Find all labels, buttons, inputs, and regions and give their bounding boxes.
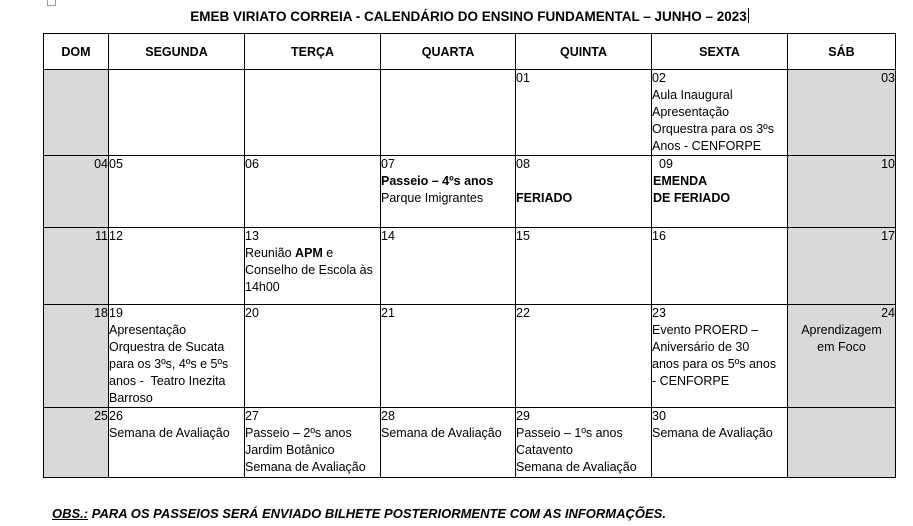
event-text: Orquestra de Sucata — [109, 340, 225, 354]
event-text: Aprendizagem — [801, 323, 882, 337]
day-cell — [44, 70, 109, 156]
day-number: 12 — [109, 229, 123, 243]
holiday-label: DE FERIADO — [653, 191, 731, 205]
document-corner-marker — [47, 0, 56, 6]
day-cell — [381, 70, 516, 156]
day-number: 15 — [516, 229, 530, 243]
day-cell — [381, 305, 516, 408]
day-cell — [245, 70, 381, 156]
header-dom: DOM — [44, 34, 109, 70]
calendar-table — [43, 33, 896, 478]
week-row-4 — [44, 305, 896, 408]
footer-note — [52, 506, 666, 521]
event-text: em Foco — [817, 340, 866, 354]
holiday-label: FERIADO — [516, 191, 573, 205]
day-number: 20 — [245, 306, 259, 320]
event-text: anos para os 5ºs anos — [652, 357, 777, 371]
day-number: 03 — [881, 71, 895, 85]
day-cell — [652, 228, 788, 305]
day-cell — [516, 408, 652, 478]
week-row-2 — [44, 156, 896, 228]
day-cell — [109, 70, 245, 156]
header-terca: TERÇA — [245, 34, 381, 70]
day-cell — [245, 305, 381, 408]
day-number: 10 — [881, 157, 895, 171]
day-number: 14 — [381, 229, 395, 243]
day-number: 26 — [109, 409, 123, 423]
event-text: Jardim Botânico — [245, 443, 335, 457]
day-cell — [516, 228, 652, 305]
event-text — [245, 245, 380, 262]
event-text: anos - Teatro Inezita — [109, 374, 226, 388]
event-text: Parque Imigrantes — [381, 191, 484, 205]
day-cell — [788, 228, 896, 305]
day-number: 17 — [881, 229, 895, 243]
event-text: Passeio – 4ºs anos — [381, 174, 494, 188]
event-text: Semana de Avaliação — [245, 460, 366, 474]
event-text: Catavento — [516, 443, 573, 457]
day-cell — [652, 70, 788, 156]
header-quinta: QUINTA — [516, 34, 652, 70]
week-row-5 — [44, 408, 896, 478]
header-sexta: SEXTA — [652, 34, 788, 70]
day-number: 08 — [516, 157, 530, 171]
day-number: 22 — [516, 306, 530, 320]
header-segunda: SEGUNDA — [109, 34, 245, 70]
holiday-label: EMENDA — [653, 174, 708, 188]
event-text: Semana de Avaliação — [109, 426, 230, 440]
event-text: Conselho de Escola às — [245, 263, 373, 277]
event-text: Passeio – 2ºs anos — [245, 426, 352, 440]
day-number: 23 — [652, 306, 666, 320]
event-text: Aniversário de 30 — [652, 340, 750, 354]
day-number: 24 — [881, 306, 895, 320]
day-number: 18 — [94, 306, 108, 320]
day-number: 27 — [245, 409, 259, 423]
event-text: para os 3ºs, 4ºs e 5ºs — [109, 357, 229, 371]
day-cell — [516, 70, 652, 156]
day-number: 30 — [652, 409, 666, 423]
day-number: 09 — [659, 157, 673, 171]
event-text: Apresentação — [652, 105, 730, 119]
day-number: 29 — [516, 409, 530, 423]
day-cell — [516, 156, 652, 228]
event-text: Evento PROERD – — [652, 323, 759, 337]
event-text: Barroso — [109, 391, 153, 405]
event-text-part: Reunião — [245, 246, 296, 260]
day-cell — [109, 228, 245, 305]
day-cell — [788, 305, 896, 408]
day-cell — [788, 408, 896, 478]
event-text: Passeio – 1ºs anos — [516, 426, 623, 440]
day-cell — [245, 408, 381, 478]
day-cell — [109, 156, 245, 228]
spacer — [516, 173, 651, 190]
day-cell — [652, 156, 788, 228]
day-number: 21 — [381, 306, 395, 320]
day-cell — [44, 408, 109, 478]
day-cell — [788, 70, 896, 156]
text-cursor — [748, 8, 749, 23]
day-cell — [652, 305, 788, 408]
day-cell — [381, 228, 516, 305]
day-number: 25 — [94, 409, 108, 423]
day-number: 11 — [95, 229, 108, 243]
event-text-part: e — [322, 246, 334, 260]
day-number: 05 — [109, 157, 123, 171]
day-number: 19 — [109, 306, 123, 320]
day-number: 06 — [245, 157, 259, 171]
day-number: 04 — [94, 157, 108, 171]
week-row-3 — [44, 228, 896, 305]
event-text: Anos - CENFORPE — [652, 139, 762, 153]
week-row-1 — [44, 70, 896, 156]
day-cell — [109, 305, 245, 408]
day-cell — [516, 305, 652, 408]
calendar-title — [44, 8, 895, 26]
day-cell — [44, 156, 109, 228]
day-cell — [788, 156, 896, 228]
event-text: Semana de Avaliação — [652, 426, 773, 440]
footer-note-label: OBS.: — [52, 506, 89, 521]
day-number: 02 — [652, 71, 666, 85]
day-cell — [381, 156, 516, 228]
footer-note-text: PARA OS PASSEIOS SERÁ ENVIADO BILHETE POSTERIORMENTE COM AS INFORMAÇÕES. — [88, 506, 666, 521]
event-text: - CENFORPE — [652, 374, 730, 388]
day-number: 01 — [516, 71, 530, 85]
event-text: Semana de Avaliação — [381, 426, 502, 440]
event-text: 14h00 — [245, 280, 280, 294]
event-text-bold: APM — [295, 246, 323, 260]
calendar-title-text: EMEB VIRIATO CORREIA - CALENDÁRIO DO ENSINO FUNDAMENTAL – JUNHO – 2023 — [190, 9, 747, 24]
day-cell — [245, 156, 381, 228]
event-text: Aula Inaugural — [652, 88, 733, 102]
day-cell — [44, 305, 109, 408]
day-cell — [44, 228, 109, 305]
day-number: 16 — [652, 229, 666, 243]
event-text: Apresentação — [109, 323, 187, 337]
day-cell — [109, 408, 245, 478]
weekday-header-row — [44, 34, 896, 70]
header-quarta: QUARTA — [381, 34, 516, 70]
day-cell — [652, 408, 788, 478]
day-cell — [245, 228, 381, 305]
day-number: 07 — [381, 157, 395, 171]
day-cell — [381, 408, 516, 478]
header-sab: SÁB — [788, 34, 896, 70]
event-text: Orquestra para os 3ºs — [652, 122, 774, 136]
event-text: Semana de Avaliação — [516, 460, 637, 474]
day-number: 13 — [245, 229, 259, 243]
day-number: 28 — [381, 409, 395, 423]
